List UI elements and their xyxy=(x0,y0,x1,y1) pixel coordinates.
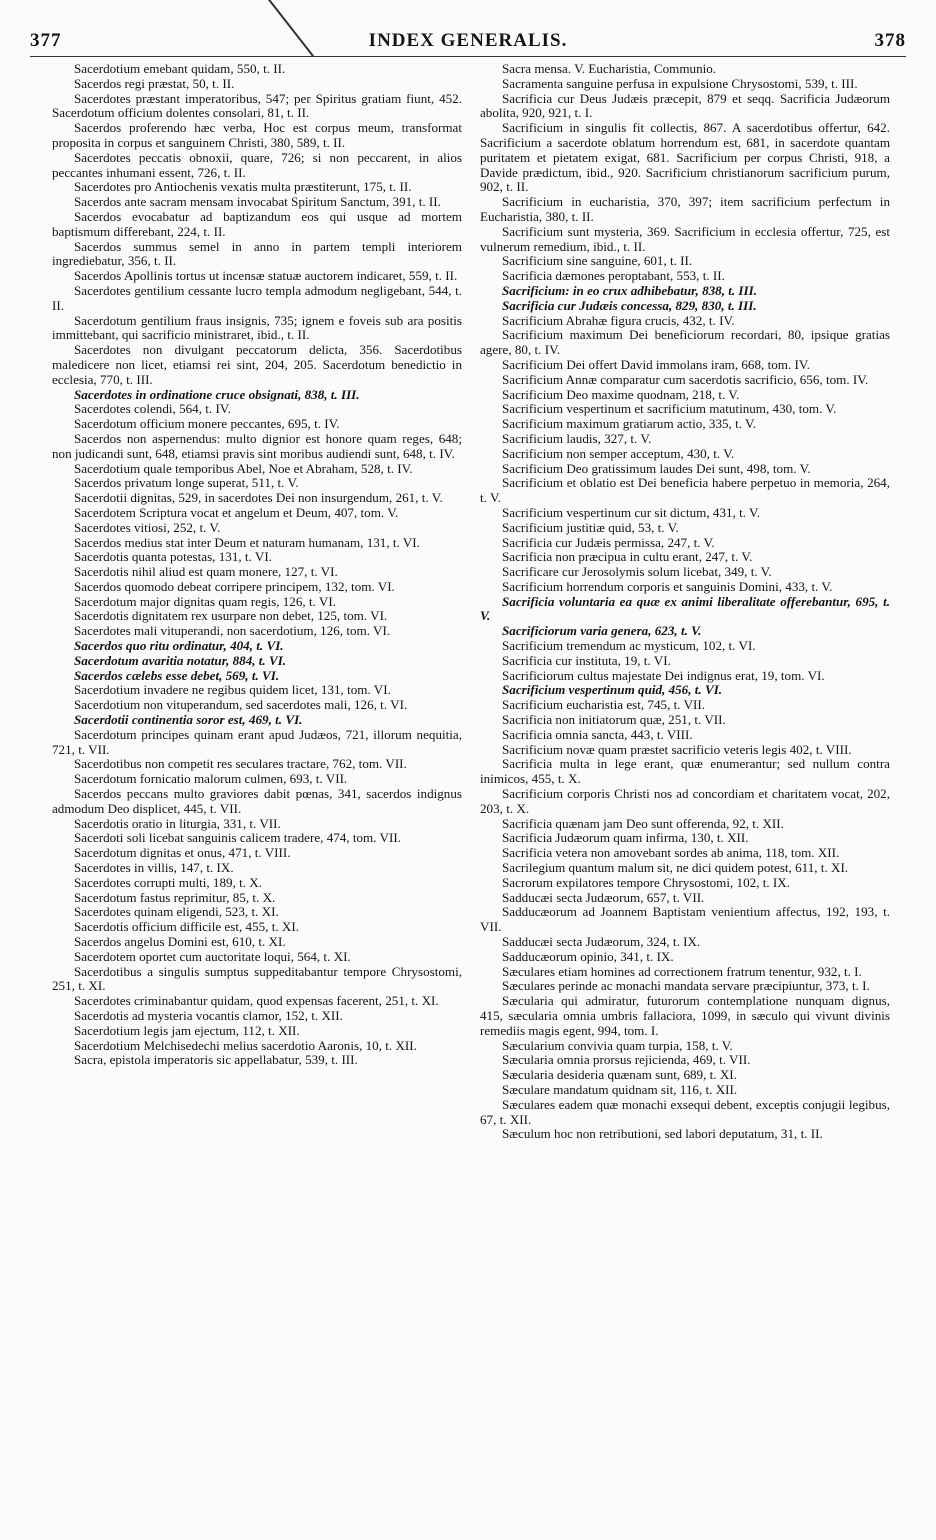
index-entry: Sæculares perinde ac monachi mandata servare præcipiuntur, 373, t. I. xyxy=(502,978,870,994)
index-entry: Sacerdotes vitiosi, 252, t. V. xyxy=(74,519,221,535)
index-entry: Sacrificium vespertinum quid, 456, t. VI. xyxy=(502,682,723,698)
index-entry: Sacerdos non aspernendus: multo dignior est honore quam reges, 648; non judicandi sunt, 648, etiamsi pravis sint moribus audiendi sunt, 648, t. IV. xyxy=(52,430,462,461)
index-entry: Sacerdotem Scriptura vocat et angelum et Deum, 407, tom. V. xyxy=(74,504,399,520)
index-entry: Sacerdotes peccatis obnoxii, quare, 726; si non peccarent, in alios peccantes inhumani essent, 726, t. II. xyxy=(52,149,462,180)
index-entry: Sacrificium maximum Dei beneficiorum recordari, 80, ipsique gratias agere, 80, t. IV. xyxy=(480,327,890,358)
index-entry: Sacerdotes pro Antiochenis vexatis multa præstiterunt, 175, t. II. xyxy=(74,179,412,195)
index-entry: Sacerdos evocabatur ad baptizandum eos qui usque ad mortem baptismum differebant, 224, t. II. xyxy=(52,208,462,239)
index-entry: Sacrificia cur Deus Judæis præcepit, 879 et seqq. Sacrificia Judæorum abolita, 920, 921, t. I. xyxy=(480,90,890,121)
index-entry: Sacerdos medius stat inter Deum et naturam humanam, 131, t. VI. xyxy=(74,534,420,550)
index-entry: Sacerdos quo ritu ordinatur, 404, t. VI. xyxy=(74,638,284,654)
index-entry: Sæculares etiam homines ad correctionem fratrum tenentur, 932, t. I. xyxy=(502,963,862,979)
index-entry: Sacrificium sine sanguine, 601, t. II. xyxy=(502,253,693,269)
index-entry: Sacrificia voluntaria ea quæ ex animi liberalitate offerebantur, 695, t. V. xyxy=(480,593,890,624)
index-entry: Sacerdos privatum longe superat, 511, t. V. xyxy=(74,475,299,491)
index-entry: Sacerdotes mali vituperandi, non sacerdotium, 126, tom. VI. xyxy=(74,623,391,639)
index-entry: Sacerdotis officium difficile est, 455, t. XI. xyxy=(74,919,299,935)
index-entry: Sacerdos cælebs esse debet, 569, t. VI. xyxy=(74,667,280,683)
index-entry: Sæcularia qui admiratur, futurorum contemplatione nunquam dignus, 415, sæcularia omnia umbris fallaciora, 1099, in sæculo qui vivunt divinis remediis magis egent, 994, tom. I. xyxy=(480,993,890,1038)
index-entry: Sacrificium in eucharistia, 370, 397; item sacrificium perfectum in Eucharistia, 380, t. II. xyxy=(480,194,890,224)
index-entry: Sacrificia dæmones peroptabant, 553, t. II. xyxy=(502,268,725,284)
index-entry: Sacerdotes in villis, 147, t. IX. xyxy=(74,860,234,876)
index-entry: Sacerdotii continentia soror est, 469, t. VI. xyxy=(74,712,303,728)
index-entry: Sæcularia desideria quænam sunt, 689, t. XI. xyxy=(502,1067,737,1083)
index-entry: Sacerdotum major dignitas quam regis, 126, t. VI. xyxy=(74,593,336,609)
index-entry: Sadducæorum opinio, 341, t. IX. xyxy=(502,948,674,964)
index-entry: Sacerdotum avaritia notatur, 884, t. VI. xyxy=(74,652,287,668)
index-entry: Sacrificium Deo gratissimum laudes Dei sunt, 498, tom. V. xyxy=(502,460,811,476)
index-entry: Sacerdoti soli licebat sanguinis calicem tradere, 474, tom. VII. xyxy=(74,830,402,846)
index-entry: Sacrificia Judæorum quam infirma, 130, t. XII. xyxy=(502,830,749,846)
index-entry: Sacrilegium quantum malum sit, ne dici quidem potest, 611, t. XI. xyxy=(502,860,849,876)
index-entry: Sadducæi secta Judæorum, 657, t. VII. xyxy=(502,889,705,905)
index-entry: Sacrificia non præcipua in cultu erant, 247, t. V. xyxy=(502,549,753,565)
index-entry: Sacerdotium emebant quidam, 550, t. II. xyxy=(74,61,286,76)
index-entry: Sacerdos ante sacram mensam invocabat Spiritum Sanctum, 391, t. II. xyxy=(74,194,441,210)
index-entry: Sacerdotes non divulgant peccatorum delicta, 356. Sacerdotibus maledicere non licet, etiamsi rei sint, 204, 205. Sacerdotum benedictio in ecclesia, 770, t. III. xyxy=(52,342,462,387)
right-column xyxy=(480,62,890,1142)
index-entry: Sacrificium eucharistia est, 745, t. VII. xyxy=(502,697,706,713)
index-entry: Sacerdotis nihil aliud est quam monere, 127, t. VI. xyxy=(74,564,338,580)
index-entry: Sacerdos quomodo debeat corripere principem, 132, tom. VI. xyxy=(74,578,395,594)
index-entry: Sacrificia vetera non amovebant sordes ab anima, 118, tom. XII. xyxy=(502,845,840,861)
index-entry: Sacerdotis dignitatem rex usurpare non debet, 125, tom. VI. xyxy=(74,608,388,624)
index-entry: Sæculum hoc non retributioni, sed labori deputatum, 31, t. II. xyxy=(502,1126,823,1142)
index-entry: Sacerdotum officium monere peccantes, 695, t. IV. xyxy=(74,416,340,432)
index-entry: Sacerdotium invadere ne regibus quidem licet, 131, tom. VI. xyxy=(74,682,391,698)
index-entry: Sacrificium sunt mysteria, 369. Sacrificium in ecclesia offertur, 725, est vulnerum remedium, ibid., t. II. xyxy=(480,223,890,254)
page-number-left: 377 xyxy=(30,30,62,51)
index-entry: Sacerdotum principes quinam erant apud Judæos, 721, illorum nequitia, 721, t. VII. xyxy=(52,726,462,757)
index-entry: Sacerdotibus a singulis sumptus suppeditabantur tempore Chrysostomi, 251, t. XI. xyxy=(52,963,462,994)
index-entry: Sacerdotium Melchisedechi melius sacerdotio Aaronis, 10, t. XII. xyxy=(74,1037,417,1053)
index-entry: Sacerdotium legis jam ejectum, 112, t. XII. xyxy=(74,1022,300,1038)
index-entry: Sacrificia multa in lege erant, quæ enumerantur; sed nullum contra inimicos, 455, t. X. xyxy=(480,756,890,787)
index-entry: Sacerdotum fornicatio malorum culmen, 693, t. VII. xyxy=(74,771,348,787)
index-entry: Sacrificiorum cultus majestate Dei indignus erat, 19, tom. VI. xyxy=(502,667,825,683)
index-entry: Sacerdotes quinam eligendi, 523, t. XI. xyxy=(74,904,279,920)
index-entry: Sacerdotes in ordinatione cruce obsignati, 838, t. III. xyxy=(74,386,360,402)
index-entry: Sacrificium Abrahæ figura crucis, 432, t. IV. xyxy=(502,312,735,328)
index-entry: Sacrificium vespertinum et sacrificium matutinum, 430, tom. V. xyxy=(502,401,837,417)
index-entry: Sæculares eadem quæ monachi exsequi debent, exceptis conjugii legibus, 67, t. XII. xyxy=(480,1096,890,1127)
index-entry: Sacrificare cur Jerosolymis solum licebat, 349, t. V. xyxy=(502,564,772,580)
index-entry: Sacrificium laudis, 327, t. V. xyxy=(502,430,652,446)
index-entry: Sacrificium horrendum corporis et sanguinis Domini, 433, t. V. xyxy=(502,578,833,594)
index-entry: Sacerdotes præstant imperatoribus, 547; per Spiritus gratiam fiunt, 452. Sacerdotum officium dolentes consolari, 81, t. II. xyxy=(52,90,462,121)
running-title: INDEX GENERALIS. xyxy=(368,30,568,51)
index-entry: Sacerdotis oratio in liturgia, 331, t. VII. xyxy=(74,815,281,831)
index-entry: Sacerdotes gentilium cessante lucro templa admodum negligebant, 544, t. II. xyxy=(52,282,462,313)
index-entry: Sacerdotibus non competit res seculares tractare, 762, tom. VII. xyxy=(74,756,407,772)
index-entry: Sacrificium novæ quam præstet sacrificio veteris legis 402, t. VIII. xyxy=(502,741,852,757)
left-column xyxy=(52,62,462,1068)
index-entry: Sacramenta sanguine perfusa in expulsione Chrysostomi, 539, t. III. xyxy=(502,75,858,91)
index-entry: Sacrificia cur instituta, 19, t. VI. xyxy=(502,652,671,668)
index-entry: Sacerdos proferendo hæc verba, Hoc est corpus meum, transformat proposita in corpus et sanguinem Christi, 380, 589, t. II. xyxy=(52,120,462,150)
index-entry: Sacrificia non initiatorum quæ, 251, t. VII. xyxy=(502,712,726,728)
header-rule xyxy=(30,56,906,57)
index-entry: Sacrorum expilatores tempore Chrysostomi, 102, t. IX. xyxy=(502,874,791,890)
index-entry: Sacra mensa. V. Eucharistia, Communio. xyxy=(502,61,717,76)
index-entry: Sacerdotes corrupti multi, 189, t. X. xyxy=(74,874,263,890)
page-number-right: 378 xyxy=(874,30,906,51)
index-entry: Sæcularia omnia prorsus rejicienda, 469, t. VII. xyxy=(502,1052,751,1068)
index-entry: Sacrificium Dei offert David immolans iram, 668, tom. IV. xyxy=(502,356,810,372)
index-entry: Sacrificium tremendum ac mysticum, 102, t. VI. xyxy=(502,638,756,654)
index-entry: Sacerdotium quale temporibus Abel, Noe et Abraham, 528, t. IV. xyxy=(74,460,413,476)
index-entry: Sacerdos peccans multo graviores dabit pœnas, 341, sacerdos indignus admodum Deo displicet, 445, t. VII. xyxy=(52,786,462,816)
index-entry: Sacerdotis quanta potestas, 131, t. VI. xyxy=(74,549,272,565)
index-entry: Sacerdotum dignitas et onus, 471, t. VIII. xyxy=(74,845,291,861)
index-entry: Sæculare mandatum quidnam sit, 116, t. XII. xyxy=(502,1081,738,1097)
index-entry: Sacerdos angelus Domini est, 610, t. XI. xyxy=(74,934,286,950)
index-entry: Sacrificium Annæ comparatur cum sacerdotis sacrificio, 656, tom. IV. xyxy=(502,371,869,387)
index-entry: Sacrificium maximum gratiarum actio, 335, t. V. xyxy=(502,416,757,432)
index-entry: Sacrificium justitiæ quid, 53, t. V. xyxy=(502,519,679,535)
index-entry: Sacerdotum gentilium fraus insignis, 735; ignem e foveis sub ara positis immittebant, qui sacrificio ministraret, ibid., t. II. xyxy=(52,312,462,343)
index-entry: Sacrificia omnia sancta, 443, t. VIII. xyxy=(502,726,693,742)
index-entry: Sadducæorum ad Joannem Baptistam venientium affectus, 192, 193, t. VII. xyxy=(480,904,890,935)
index-entry: Sacerdos Apollinis tortus ut incensæ statuæ auctorem indicaret, 559, t. II. xyxy=(74,268,458,284)
index-entry: Sacerdotii dignitas, 529, in sacerdotes Dei non insurgendum, 261, t. V. xyxy=(74,490,443,506)
index-entry: Sacerdotum fastus reprimitur, 85, t. X. xyxy=(74,889,276,905)
index-entry: Sacerdotes colendi, 564, t. IV. xyxy=(74,401,231,417)
running-header xyxy=(30,30,906,56)
index-entry: Sacrificiorum varia genera, 623, t. V. xyxy=(502,623,702,639)
index-entry: Sacrificium corporis Christi nos ad concordiam et charitatem vocat, 202, 203, t. X. xyxy=(480,786,890,816)
index-entry: Sacrificium in singulis fit collectis, 867. A sacerdotibus offertur, 642. Sacrificium a sacerdote oblatum horrendum est, 681, in sacerdote quantam puritatem et pietatem exigat, 681. Sacrificium per corpus Christi, 918, a Davide prædictum, ibid., 920. Sacrificium christianorum sacrificium purum, 902, t. II. xyxy=(480,120,890,195)
index-entry: Sacrificium vespertinum cur sit dictum, 431, t. V. xyxy=(502,504,761,520)
index-entry: Sæcularium convivia quam turpia, 158, t. V. xyxy=(502,1037,733,1053)
index-entry: Sacrificium Deo maxime quodnam, 218, t. V. xyxy=(502,386,740,402)
index-entry: Sacerdos regi præstat, 50, t. II. xyxy=(74,75,235,91)
index-entry: Sacrificium: in eo crux adhibebatur, 838, t. III. xyxy=(502,282,757,298)
index-entry: Sacrificia quænam jam Deo sunt offerenda, 92, t. XII. xyxy=(502,815,784,831)
index-entry: Sacerdos summus semel in anno in partem templi interiorem ingrediebatur, 356, t. II. xyxy=(52,238,462,269)
index-entry: Sadducæi secta Judæorum, 324, t. IX. xyxy=(502,934,701,950)
index-entry: Sacerdotis ad mysteria vocantis clamor, 152, t. XII. xyxy=(74,1008,343,1023)
index-entry: Sacerdotem oportet cum auctoritate loqui, 564, t. XI. xyxy=(74,948,351,964)
index-entry: Sacerdotes criminabantur quidam, quod expensas facerent, 251, t. XI. xyxy=(74,993,439,1009)
index-entry: Sacra, epistola imperatoris sic appellabatur, 539, t. III. xyxy=(74,1052,358,1068)
index-entry: Sacrificium non semper acceptum, 430, t. V. xyxy=(502,445,735,461)
index-entry: Sacrificium et oblatio est Dei beneficia habere perpetuo in memoria, 264, t. V. xyxy=(480,475,890,506)
index-entry: Sacrificia cur Judæis permissa, 247, t. V. xyxy=(502,534,715,550)
index-entry: Sacerdotium non vituperandum, sed sacerdotes mali, 126, t. VI. xyxy=(74,697,408,713)
index-entry: Sacrificia cur Judæis concessa, 829, 830, t. III. xyxy=(502,297,757,313)
